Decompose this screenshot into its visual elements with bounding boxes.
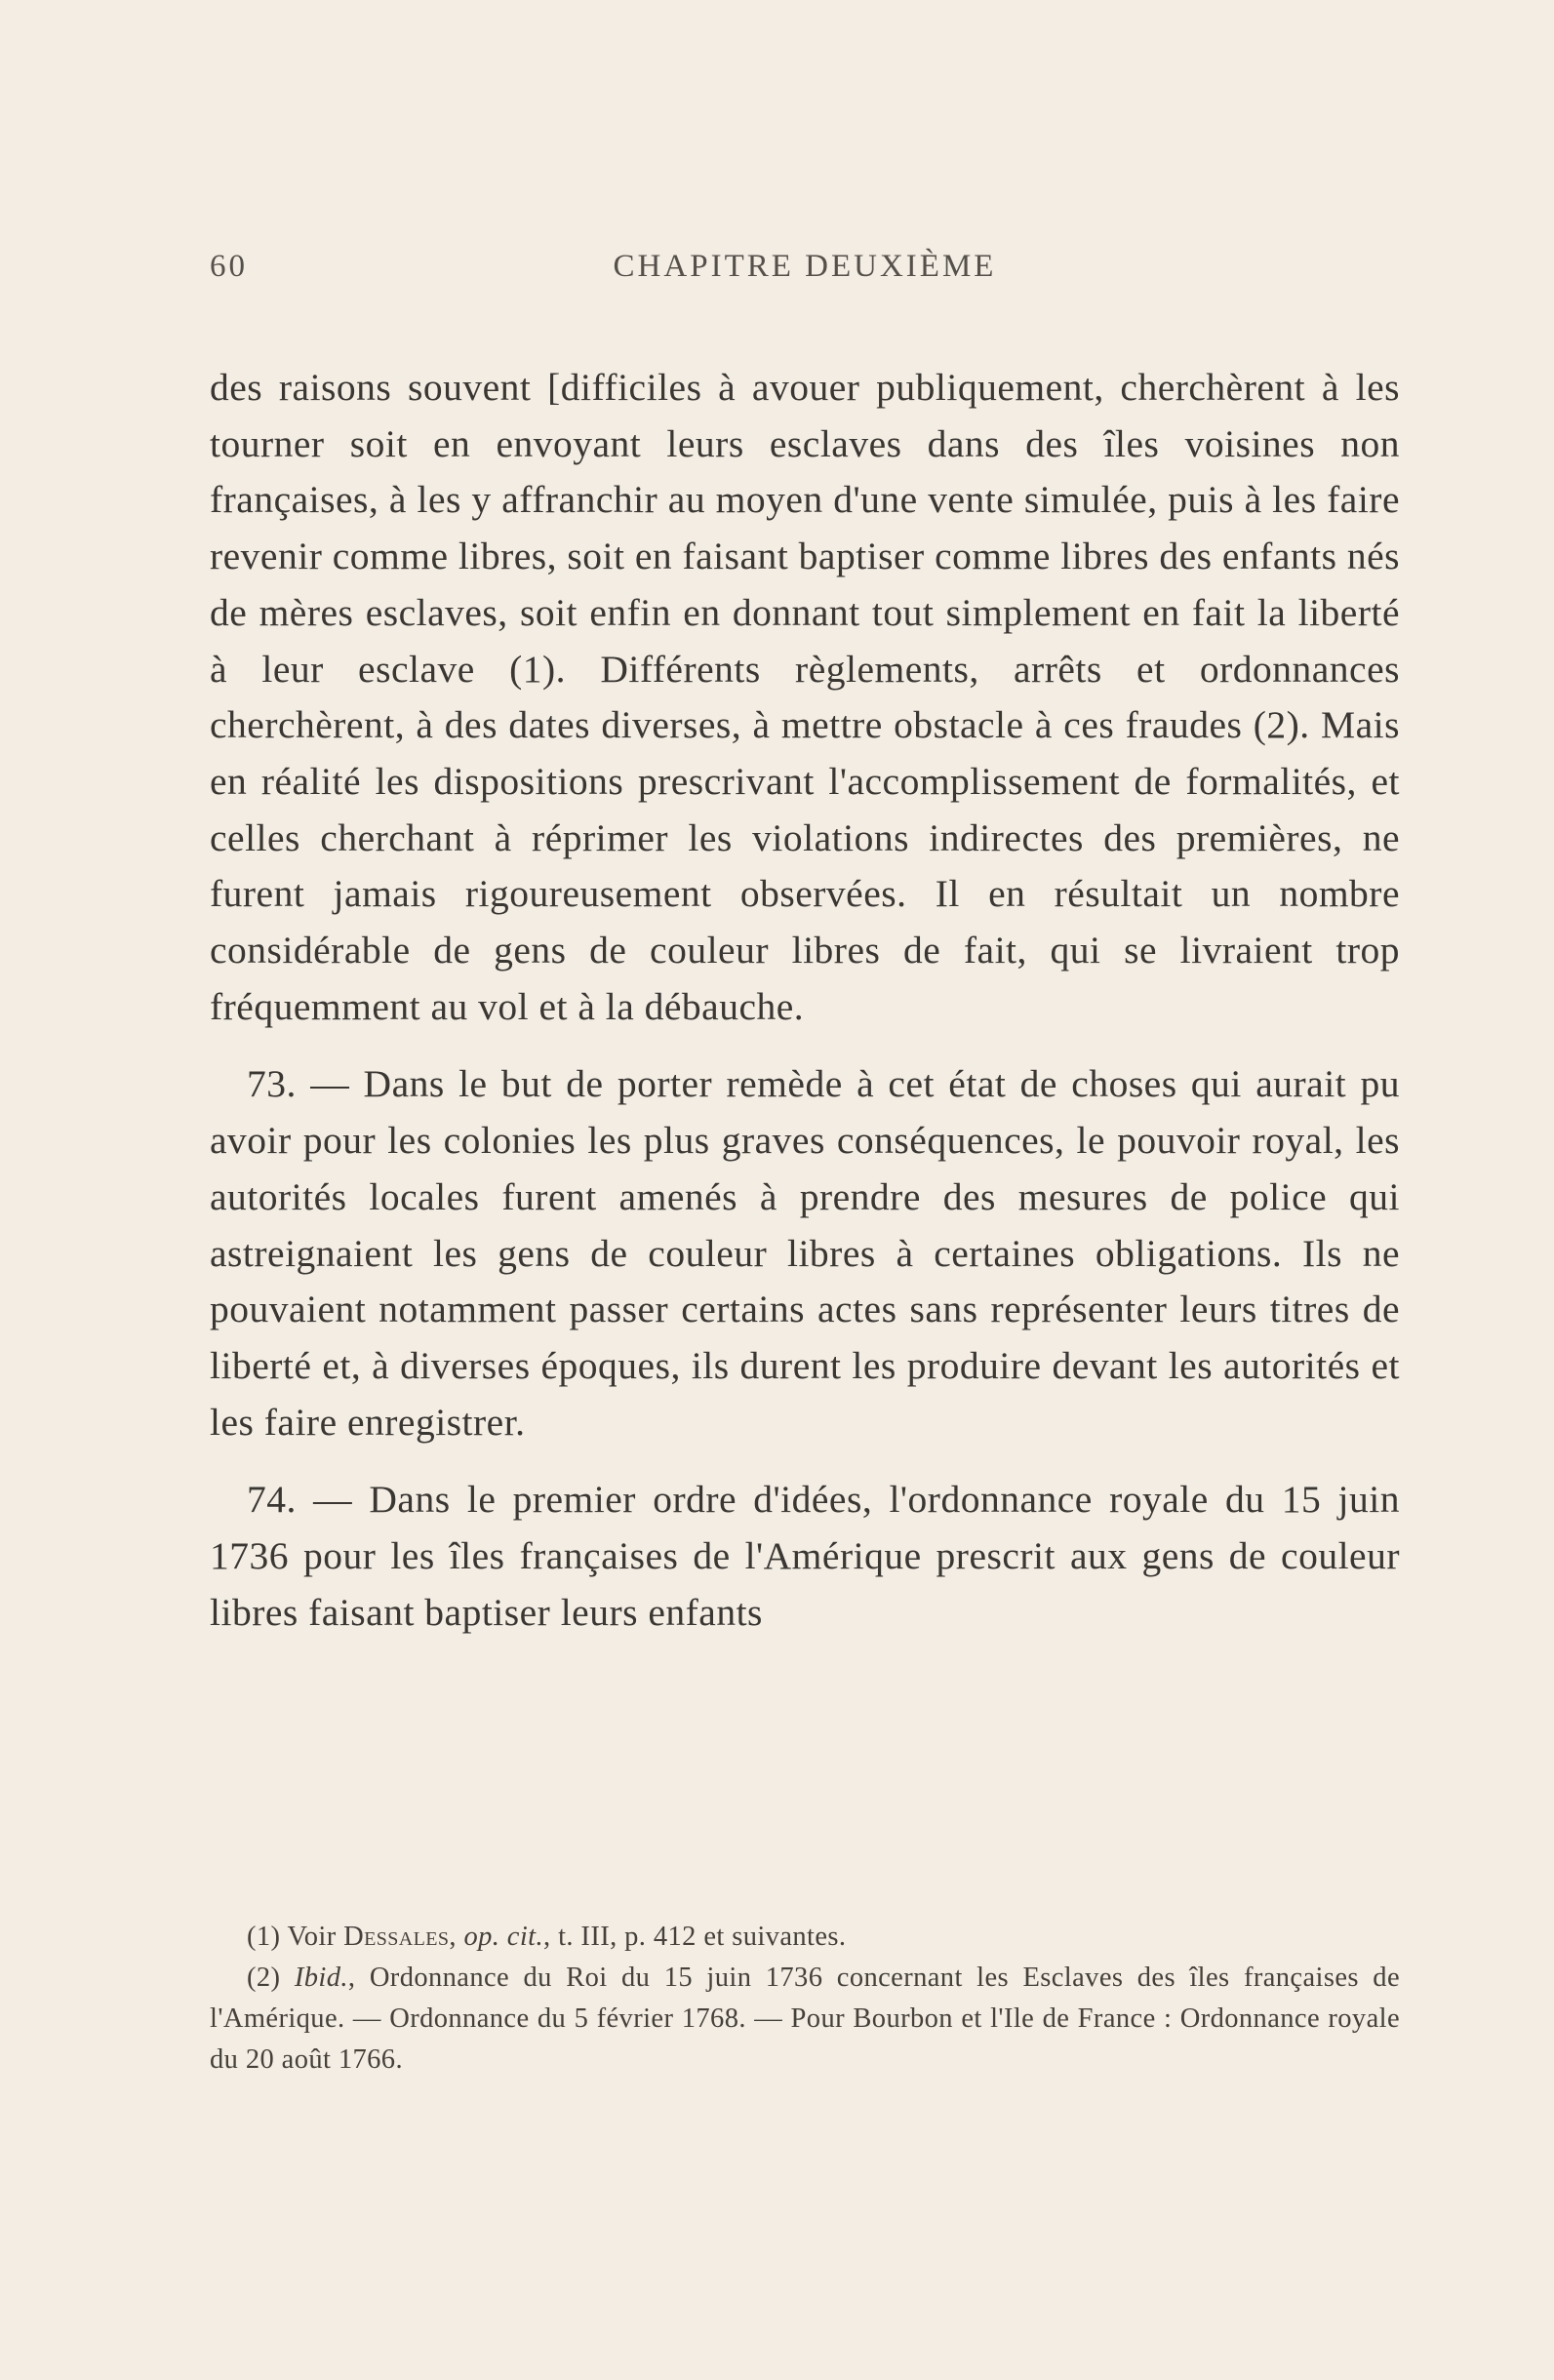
running-head xyxy=(210,249,1400,288)
paragraph-74: 74. — Dans le premier ordre d'idées, l'ordonnance royale du 15 juin 1736 pour les îles françaises de l'Amérique prescrit aux gens de couleur libres faisant baptiser leurs enfants xyxy=(210,1478,1400,1634)
page-number: 60 xyxy=(210,249,248,284)
chapter-title: CHAPITRE DEUXIÈME xyxy=(613,249,997,284)
paragraph-73: 73. — Dans le but de porter remède à cet état de choses qui aurait pu avoir pour les colonies les plus graves conséquences, le pouvoir royal, les autorités locales furent amenés à prendre des mesures de police qui astreignaient les gens de couleur libres à certaines obligations. Ils ne pouvaient notamment passer certains actes sans représenter leurs titres de liberté et, à diverses époques, ils durent les produire devant les autorités et les faire enregistrer. xyxy=(210,1062,1400,1444)
footnote-1: (1) Voir Dessales, op. cit., t. III, p. 412 et suivantes. xyxy=(247,1922,847,1952)
page-content xyxy=(210,249,1400,1641)
footnote-2: (2) Ibid., Ordonnance du Roi du 15 juin 1736 concernant les Esclaves des îles françaises de l'Amérique. — Ordonnance du 5 février 1768. — Pour Bourbon et l'Ile de France : Ordonnance royale du 20 août 1766. xyxy=(210,1963,1400,2075)
body-text xyxy=(210,360,1400,1641)
footnotes xyxy=(210,1917,1400,2081)
footnote-ref: op. cit. xyxy=(463,1922,544,1952)
footnote-ref: Ibid. xyxy=(294,1963,348,1993)
paragraph-continued: des raisons souvent [difficiles à avouer publiquement, cherchèrent à les tourner soit en envoyant leurs esclaves dans des îles voisines non françaises, à les y affranchir au moyen d'une vente simulée, puis à les faire revenir comme libres, soit en faisant baptiser comme libres des enfants nés de mères esclaves, soit enfin en donnant tout simplement en fait la liberté à leur esclave (1). Différents règlements, arrêts et ordonnances cherchèrent, à des dates diverses, à mettre obstacle à ces fraudes (2). Mais en réalité les dispositions prescrivant l'accomplissement de formalités, et celles cherchant à réprimer les violations indirectes des premières, ne furent jamais rigoureusement observées. Il en résultait un nombre considérable de gens de couleur libres de fait, qui se livraient trop fréquemment au vol et à la débauche. xyxy=(210,366,1400,1028)
footnote-author: Dessales xyxy=(343,1922,450,1952)
